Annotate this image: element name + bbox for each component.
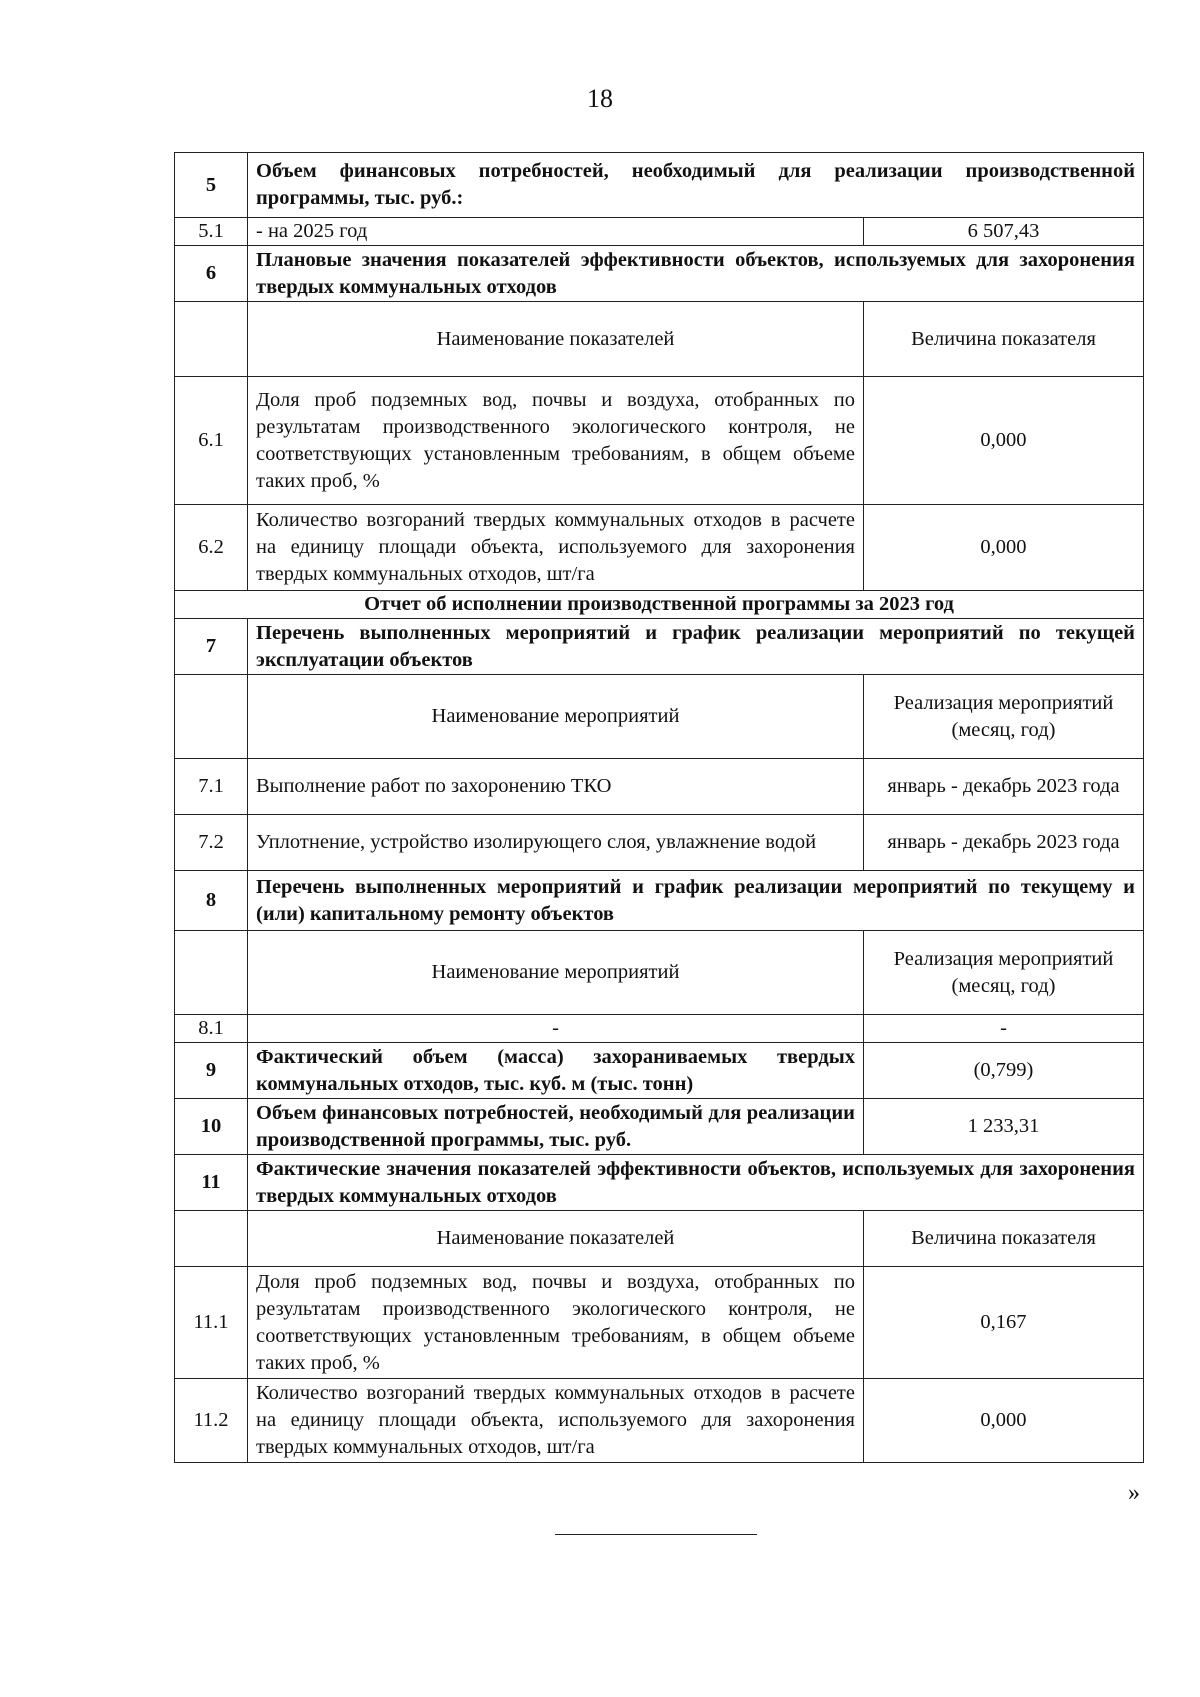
row-value: - — [863, 1015, 1143, 1043]
table-row — [175, 505, 1144, 591]
table-row — [175, 1043, 1144, 1099]
column-header-name: Наименование мероприятий — [248, 931, 864, 1015]
table-row — [175, 815, 1144, 871]
row-number: 8 — [175, 871, 248, 931]
row-number: 6 — [175, 246, 248, 302]
row-number: 10 — [175, 1099, 248, 1155]
row-number: 11.1 — [175, 1267, 248, 1379]
table-header-row — [175, 675, 1144, 759]
row-number: 6.1 — [175, 377, 248, 505]
table-row — [175, 153, 1144, 218]
row-number: 7.1 — [175, 759, 248, 815]
column-header-name: Наименование мероприятий — [248, 675, 864, 759]
empty-cell — [175, 1211, 248, 1267]
row-number: 5 — [175, 153, 248, 218]
table-row — [175, 1099, 1144, 1155]
row-value: 0,000 — [863, 1379, 1143, 1463]
column-header-value: Реализация мероприятий (месяц, год) — [863, 675, 1143, 759]
empty-cell — [175, 931, 248, 1015]
table-row — [175, 377, 1144, 505]
column-header-name: Наименование показателей — [248, 1211, 864, 1267]
row-value: январь - декабрь 2023 года — [863, 815, 1143, 871]
row-label: Доля проб подземных вод, почвы и воздуха, отобранных по результатам производственного экологического контроля, не соответствующих установленным требованиям, в общем объеме таких проб, % — [248, 1267, 864, 1379]
section-heading: Перечень выполненных мероприятий и график реализации мероприятий по текущей эксплуатации объектов — [248, 619, 1144, 675]
section-heading: Плановые значения показателей эффективности объектов, используемых для захоронения твердых коммунальных отходов — [248, 246, 1144, 302]
table-row — [175, 1015, 1144, 1043]
empty-cell — [175, 675, 248, 759]
row-label: Доля проб подземных вод, почвы и воздуха, отобранных по результатам производственного экологического контроля, не соответствующих установленным требованиям, в общем объеме таких проб, % — [248, 377, 864, 505]
table-row — [175, 246, 1144, 302]
row-label: Объем финансовых потребностей, необходимый для реализации производственной программы, тыс. руб. — [248, 1099, 864, 1155]
row-number: 6.2 — [175, 505, 248, 591]
report-title-row — [175, 591, 1144, 619]
table-header-row — [175, 1211, 1144, 1267]
row-label: Выполнение работ по захоронению ТКО — [248, 759, 864, 815]
row-label: Количество возгораний твердых коммунальных отходов в расчете на единицу площади объекта, используемого для захоронения твердых коммунальных отходов, шт/га — [248, 505, 864, 591]
table-row — [175, 1155, 1144, 1211]
table-row — [175, 619, 1144, 675]
table-header-row — [175, 302, 1144, 377]
row-label: Уплотнение, устройство изолирующего слоя, увлажнение водой — [248, 815, 864, 871]
column-header-name: Наименование показателей — [248, 302, 864, 377]
table-row — [175, 1267, 1144, 1379]
table-header-row — [175, 931, 1144, 1015]
row-value: 6 507,43 — [863, 218, 1143, 246]
row-value: 0,167 — [863, 1267, 1143, 1379]
column-header-value: Величина показателя — [863, 302, 1143, 377]
row-value: 1 233,31 — [863, 1099, 1143, 1155]
table-row — [175, 218, 1144, 246]
row-value: (0,799) — [863, 1043, 1143, 1099]
row-label: - — [248, 1015, 864, 1043]
row-number: 9 — [175, 1043, 248, 1099]
empty-cell — [175, 302, 248, 377]
row-value: 0,000 — [863, 505, 1143, 591]
section-heading: Перечень выполненных мероприятий и график реализации мероприятий по текущему и (или) капитальному ремонту объектов — [248, 871, 1144, 931]
table-row — [175, 1379, 1144, 1463]
column-header-value: Реализация мероприятий (месяц, год) — [863, 931, 1143, 1015]
row-value: январь - декабрь 2023 года — [863, 759, 1143, 815]
section-heading: Объем финансовых потребностей, необходимый для реализации производственной программы, тыс. руб.: — [248, 153, 1144, 218]
row-label: Фактический объем (масса) захораниваемых твердых коммунальных отходов, тыс. куб. м (тыс. тонн) — [248, 1043, 864, 1099]
row-number: 11 — [175, 1155, 248, 1211]
row-number: 7 — [175, 619, 248, 675]
row-number: 8.1 — [175, 1015, 248, 1043]
row-label: Количество возгораний твердых коммунальных отходов в расчете на единицу площади объекта, используемого для захоронения твердых коммунальных отходов, шт/га — [248, 1379, 864, 1463]
row-number: 7.2 — [175, 815, 248, 871]
footer-divider — [555, 1534, 757, 1535]
program-table — [174, 152, 1144, 1463]
table-row — [175, 871, 1144, 931]
page-number: 18 — [587, 84, 613, 113]
row-number: 5.1 — [175, 218, 248, 246]
row-label: - на 2025 год — [248, 218, 864, 246]
row-number: 11.2 — [175, 1379, 248, 1463]
table-row — [175, 759, 1144, 815]
closing-quote: » — [1128, 1480, 1140, 1506]
column-header-value: Величина показателя — [863, 1211, 1143, 1267]
row-value: 0,000 — [863, 377, 1143, 505]
section-heading: Фактические значения показателей эффективности объектов, используемых для захоронения твердых коммунальных отходов — [248, 1155, 1144, 1211]
report-title: Отчет об исполнении производственной программы за 2023 год — [175, 591, 1144, 619]
